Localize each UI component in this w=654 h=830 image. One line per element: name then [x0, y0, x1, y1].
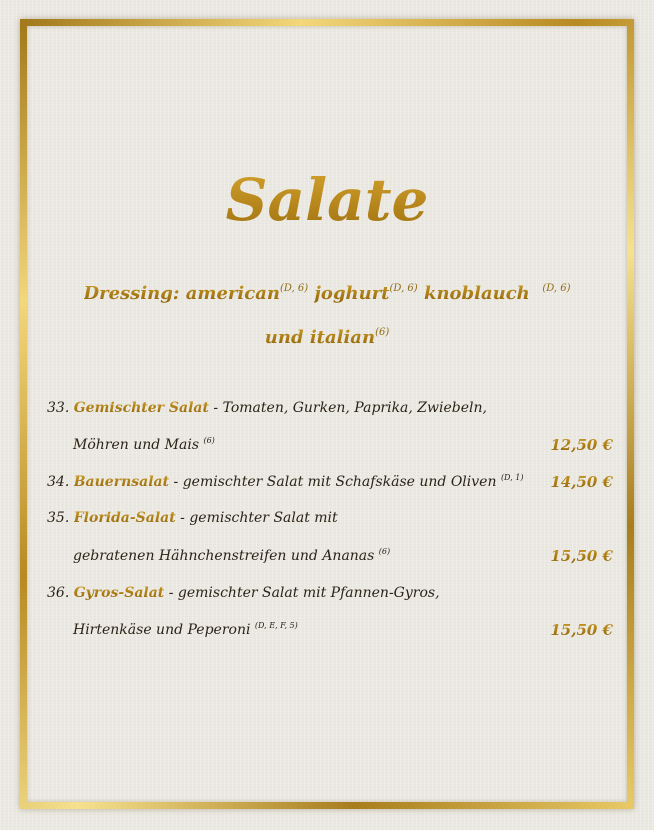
menu-item-line [73, 547, 613, 575]
item-allergens: (6) [203, 436, 215, 445]
menu-item-line [47, 510, 613, 538]
item-allergens: (D, E, F, 5) [254, 621, 298, 630]
dressing-option: italian [309, 327, 376, 348]
item-price: 15,50 € [550, 621, 613, 639]
item-price: 14,50 € [550, 473, 613, 491]
dressing-allergens: (D, 6) [389, 283, 418, 294]
menu-item-line [47, 473, 613, 501]
item-name: Bauernsalat [73, 474, 170, 490]
dressing-label: Dressing: [83, 283, 180, 304]
item-number: 34. [47, 474, 70, 490]
item-price: 15,50 € [550, 547, 613, 565]
item-number: 35. [47, 510, 70, 526]
dressing-line-2 [0, 327, 654, 348]
item-description: - gemischter Salat mit Pfannen-Gyros, [164, 585, 440, 601]
item-allergens: (6) [378, 547, 391, 556]
item-price: 12,50 € [550, 436, 613, 454]
item-description: gebratenen Hähnchenstreifen und Ananas [73, 548, 375, 564]
item-description: Hirtenkäse und Peperoni [73, 622, 251, 638]
menu-item-line [47, 400, 613, 428]
menu-item-line [73, 436, 613, 464]
dressing-option: american [185, 283, 280, 304]
dressing-allergens: (D, 6) [279, 283, 309, 294]
item-description: - gemischter Salat mit [175, 510, 338, 526]
page-title: Salate [0, 160, 654, 240]
item-description: Möhren und Mais [73, 437, 200, 453]
dressing-allergens: (D, 6) [542, 283, 571, 294]
dressing-connector: und [264, 327, 304, 348]
dressing-allergens: (6) [375, 327, 390, 338]
item-name: Florida-Salat [73, 510, 176, 526]
item-description: - gemischter Salat mit Schafskäse und Oliven [169, 474, 497, 490]
item-name: Gyros-Salat [73, 585, 165, 601]
item-name: Gemischter Salat [73, 400, 209, 416]
dressing-option: joghurt [314, 283, 390, 304]
dressing-option: knoblauch [423, 283, 530, 304]
menu-item-line [73, 621, 613, 649]
menu-item-line [47, 585, 613, 613]
item-number: 36. [47, 585, 70, 601]
item-allergens: (D, 1) [500, 473, 524, 482]
item-number: 33. [47, 400, 70, 416]
dressing-line-1 [0, 283, 654, 304]
item-description: - Tomaten, Gurken, Paprika, Zwiebeln, [208, 400, 487, 416]
